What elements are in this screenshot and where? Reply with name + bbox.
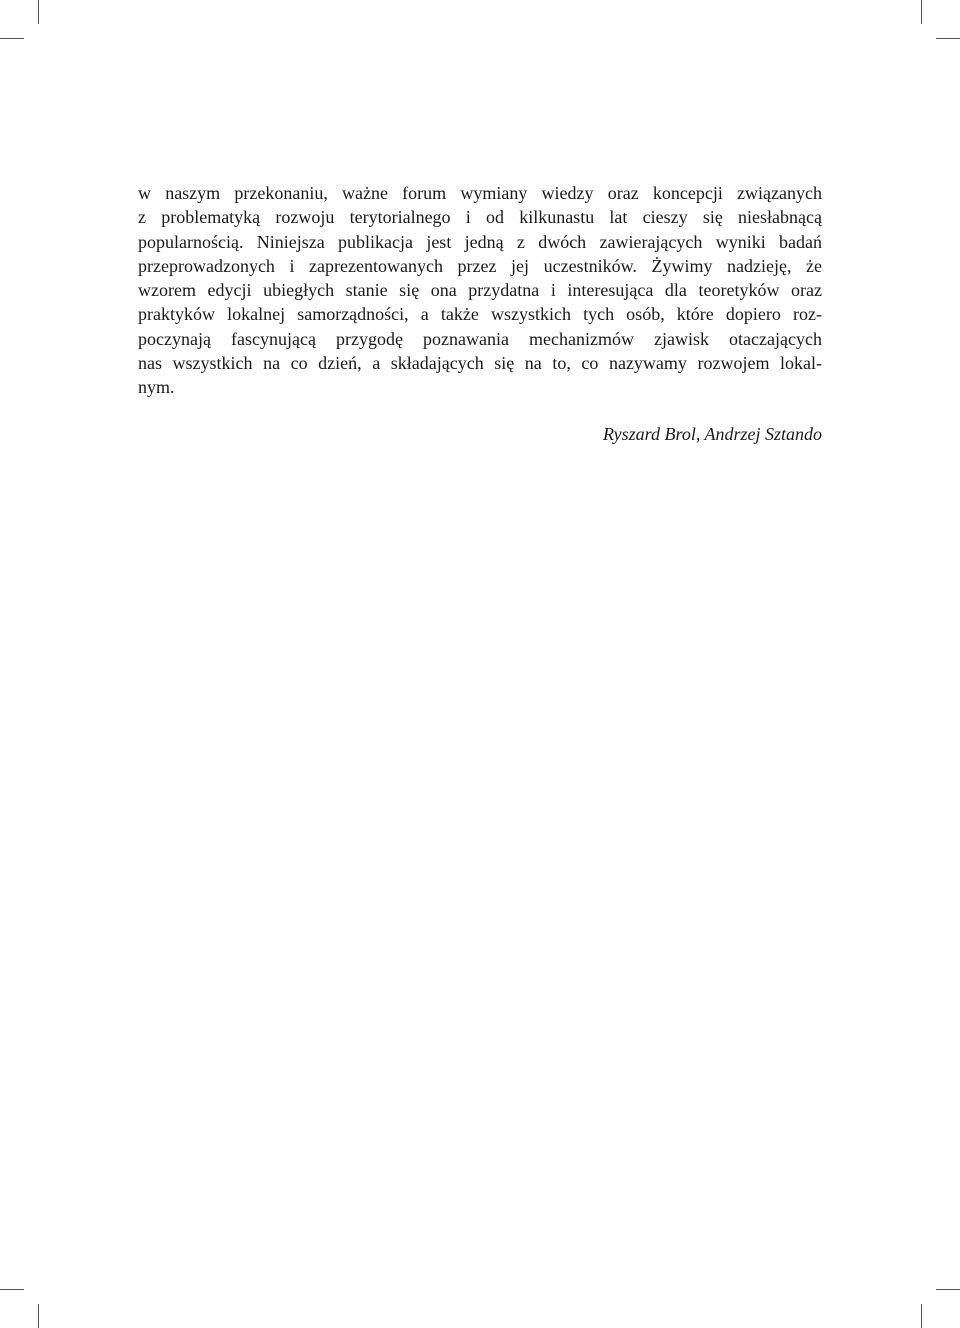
paragraph-line: przeprowadzonych i zaprezentowanych przez jej uczestników. Żywimy nadzieję, że xyxy=(138,255,822,276)
paragraph-line: z problematyką rozwoju terytorialnego i od kilkunastu lat cieszy się niesłabnącą xyxy=(138,207,822,228)
paragraph-line: wzorem edycji ubiegłych stanie się ona przydatna i interesująca dla teoretyków oraz xyxy=(138,280,822,301)
crop-mark-bottom-right xyxy=(921,1304,922,1328)
paragraph-line: nas wszystkich na co dzień, a składających się na to, co nazywamy rozwojem lokal- xyxy=(138,353,822,374)
crop-mark-top-left-horizontal xyxy=(0,38,24,39)
paragraph-line: popularnością. Niniejsza publikacja jest jedną z dwóch zawierających wyniki badań xyxy=(138,231,822,252)
paragraph-line: poczynają fascynującą przygodę poznawania mechanizmów zjawisk otaczających xyxy=(138,328,822,349)
author-signature: Ryszard Brol, Andrzej Sztando xyxy=(602,424,822,444)
paragraph-line: nym. xyxy=(138,377,175,398)
crop-mark-bottom-right-horizontal xyxy=(936,1289,960,1290)
crop-mark-top-left xyxy=(38,0,39,24)
crop-mark-bottom-left xyxy=(38,1304,39,1328)
crop-mark-bottom-left-horizontal xyxy=(0,1289,24,1290)
body-paragraph xyxy=(138,181,822,400)
crop-mark-top-right-horizontal xyxy=(936,38,960,39)
paragraph-line: praktyków lokalnej samorządności, a także wszystkich tych osób, które dopiero roz- xyxy=(138,304,822,325)
paragraph-line: w naszym przekonaniu, ważne forum wymiany wiedzy oraz koncepcji związanych xyxy=(138,183,822,203)
crop-mark-top-right xyxy=(921,0,922,24)
